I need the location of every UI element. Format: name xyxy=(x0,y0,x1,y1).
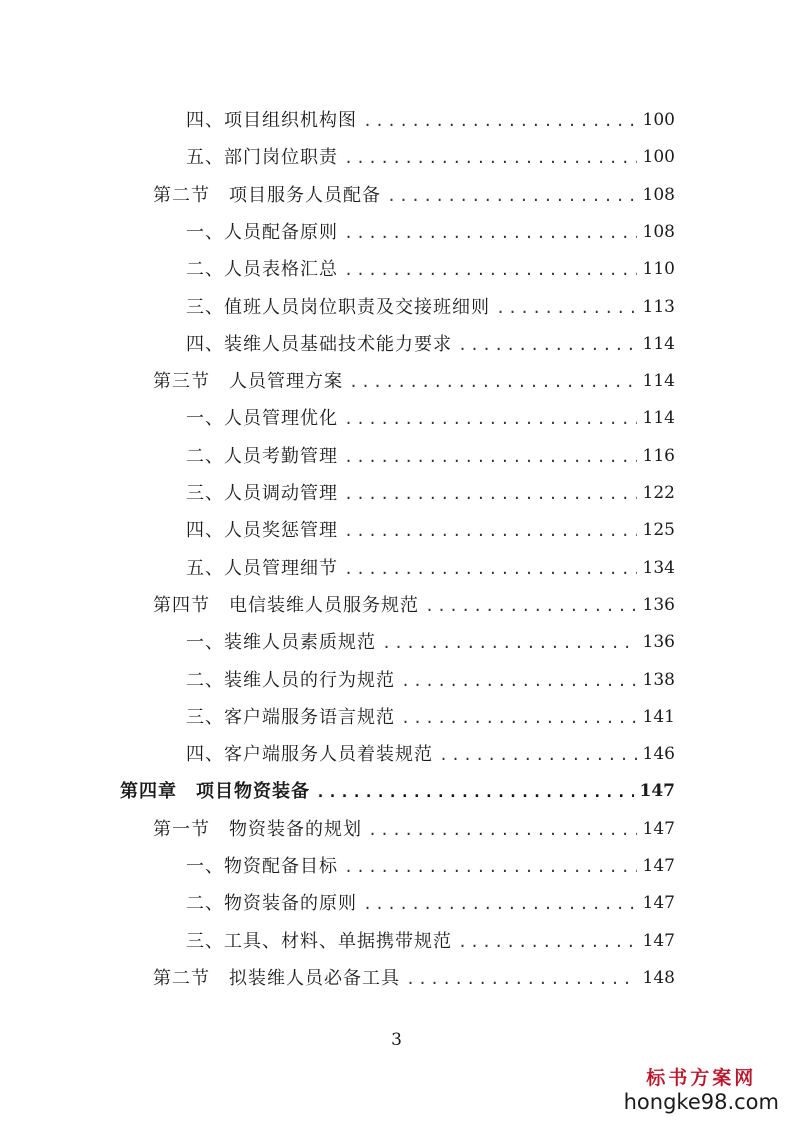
toc-dot-leader xyxy=(458,327,637,364)
toc-entry-label: 四、客户端服务人员着装规范 xyxy=(186,744,433,766)
toc-entry-page: 108 xyxy=(642,184,675,205)
toc-entry-label: 五、人员管理细节 xyxy=(186,557,338,579)
toc-entry-label: 第一节 物资装备的规划 xyxy=(153,818,362,840)
toc-entry-page: 147 xyxy=(642,856,675,876)
toc-entry-label: 二、物资装备的原则 xyxy=(186,893,357,915)
toc-dot-leader xyxy=(344,140,637,177)
toc-entry-label: 第二节 项目服务人员配备 xyxy=(153,184,381,206)
toc-entry-page: 114 xyxy=(642,333,675,354)
toc-subsection-entry xyxy=(186,512,675,549)
toc-entry-label: 一、人员配备原则 xyxy=(186,221,338,243)
toc-entry-label: 第四章 项目物资装备 xyxy=(120,781,310,803)
toc-entry-label: 一、人员管理优化 xyxy=(186,408,338,430)
toc-entry-page: 116 xyxy=(642,445,675,466)
toc-entry-label: 三、人员调动管理 xyxy=(186,483,338,504)
toc-entry-label: 第四节 电信装维人员服务规范 xyxy=(153,594,419,616)
toc-entry-page: 100 xyxy=(642,110,675,130)
toc-entry-page: 114 xyxy=(642,371,675,392)
toc-dot-leader xyxy=(344,513,637,550)
toc-subsection-entry xyxy=(186,438,675,475)
toc-subsection-entry xyxy=(186,848,675,885)
toc-subsection-entry xyxy=(186,885,675,922)
toc-entry-page: 141 xyxy=(642,706,675,727)
toc-entry-page: 122 xyxy=(642,483,675,503)
toc-entry-page: 147 xyxy=(642,818,675,839)
toc-dot-leader xyxy=(344,252,637,289)
toc-dot-leader xyxy=(344,849,637,886)
toc-entry-page: 100 xyxy=(642,147,675,168)
toc-entry-label: 二、人员表格汇总 xyxy=(186,259,338,281)
toc-entry-page: 108 xyxy=(642,221,675,242)
toc-entry-page: 138 xyxy=(642,669,675,690)
toc-subsection-entry xyxy=(186,475,675,512)
toc-subsection-entry xyxy=(186,550,675,587)
toc-dot-leader xyxy=(344,215,637,252)
toc-entry-label: 四、人员奖惩管理 xyxy=(186,520,338,542)
toc-dot-leader xyxy=(439,737,637,774)
toc-entry-label: 四、项目组织机构图 xyxy=(186,110,357,131)
toc-entry-page: 114 xyxy=(642,408,675,429)
toc-subsection-entry xyxy=(186,736,675,773)
toc-subsection-entry xyxy=(186,102,675,139)
toc-dot-leader xyxy=(406,961,637,998)
toc-dot-leader xyxy=(387,178,637,215)
toc-section-entry xyxy=(153,587,675,624)
toc-subsection-entry xyxy=(186,214,675,251)
toc-dot-leader xyxy=(425,588,637,625)
toc-dot-leader xyxy=(363,886,637,923)
toc-dot-leader xyxy=(401,663,637,700)
toc-entry-label: 一、装维人员素质规范 xyxy=(186,632,376,654)
toc-dot-leader xyxy=(344,401,637,438)
toc-chapter-entry xyxy=(120,773,675,810)
toc-section-entry xyxy=(153,960,675,997)
toc-subsection-entry xyxy=(186,624,675,661)
toc-entry-page: 147 xyxy=(639,781,675,802)
toc-entry-label: 五、部门岗位职责 xyxy=(186,147,338,169)
toc-dot-leader xyxy=(363,103,637,140)
toc-entry-label: 三、客户端服务语言规范 xyxy=(186,706,395,728)
watermark-logo xyxy=(624,1068,779,1114)
watermark-url: hongke98.com xyxy=(623,1089,779,1114)
toc-subsection-entry xyxy=(186,699,675,736)
toc-entry-page: 136 xyxy=(642,594,675,615)
toc-entry-page: 147 xyxy=(642,930,675,951)
page-number: 3 xyxy=(391,1030,402,1050)
toc-entry-page: 148 xyxy=(642,967,675,988)
toc-dot-leader xyxy=(316,774,634,811)
toc-section-entry xyxy=(153,363,675,400)
toc-entry-label: 一、物资配备目标 xyxy=(186,856,338,877)
toc-entry-page: 146 xyxy=(642,744,675,765)
toc-dot-leader xyxy=(382,625,637,662)
toc-dot-leader xyxy=(401,700,637,737)
toc-dot-leader xyxy=(344,551,637,588)
watermark-title: 标书方案网 xyxy=(646,1067,757,1090)
toc-entry-label: 二、人员考勤管理 xyxy=(186,445,338,467)
toc-entry-label: 三、工具、材料、单据携带规范 xyxy=(186,930,452,952)
toc-subsection-entry xyxy=(186,251,675,288)
toc-subsection-entry xyxy=(186,326,675,363)
toc-dot-leader xyxy=(496,290,637,327)
toc-section-entry xyxy=(153,177,675,214)
toc-entry-page: 134 xyxy=(642,557,675,578)
toc-dot-leader xyxy=(458,924,637,961)
toc-dot-leader xyxy=(344,476,637,513)
toc-section-entry xyxy=(153,811,675,848)
toc-entry-page: 110 xyxy=(642,259,675,280)
toc-dot-leader xyxy=(349,364,637,401)
toc-entry-label: 第三节 人员管理方案 xyxy=(153,371,343,393)
toc-entry-label: 二、装维人员的行为规范 xyxy=(186,669,395,691)
toc-entry-page: 113 xyxy=(642,296,675,317)
toc-subsection-entry xyxy=(186,139,675,176)
toc-dot-leader xyxy=(368,812,637,849)
toc-entry-page: 147 xyxy=(642,893,675,914)
toc-subsection-entry xyxy=(186,400,675,437)
toc-entry-page: 125 xyxy=(642,520,675,541)
toc-dot-leader xyxy=(344,439,637,476)
toc-entry-label: 四、装维人员基础技术能力要求 xyxy=(186,333,452,355)
toc-subsection-entry xyxy=(186,662,675,699)
toc-subsection-entry xyxy=(186,289,675,326)
toc-subsection-entry xyxy=(186,923,675,960)
toc-entry-page: 136 xyxy=(642,632,675,653)
toc-entry-label: 三、值班人员岗位职责及交接班细则 xyxy=(186,296,490,318)
toc-entry-label: 第二节 拟装维人员必备工具 xyxy=(153,967,400,989)
